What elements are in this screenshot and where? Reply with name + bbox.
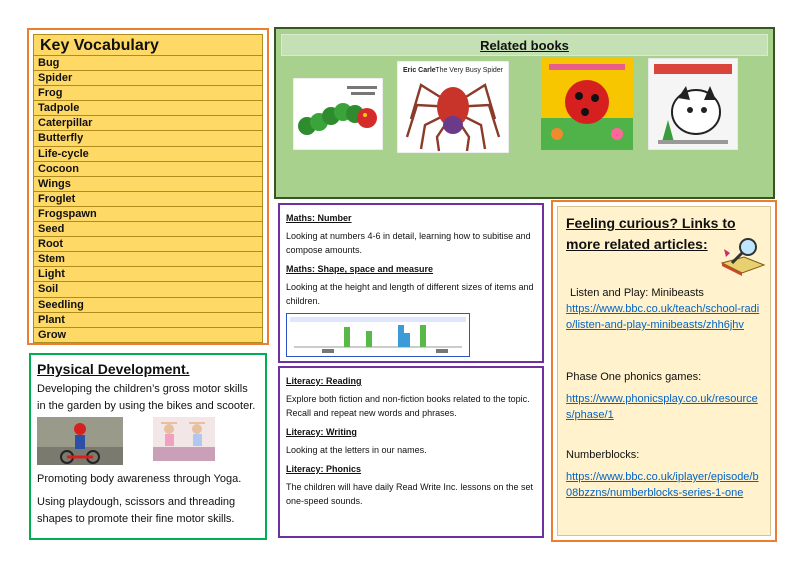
maths-panel <box>278 203 544 363</box>
spider-book-title: The Very Busy Spider <box>435 67 503 74</box>
photo-row <box>37 417 259 465</box>
physical-text-fine-motor: Using playdough, scissors and threading shapes to promote their fine motor skills. <box>37 496 236 525</box>
curious-links-content <box>557 206 771 536</box>
literacy-reading-text: Explore both fiction and non-fiction books related to the topic. Recall and repeat new words and phrases. <box>286 394 530 418</box>
vocabulary-item: Life-cycle <box>33 147 263 162</box>
key-vocabulary-title: Key Vocabulary <box>33 34 263 56</box>
phonics-link[interactable]: https://www.phonicsplay.co.uk/resources/phase/1 <box>566 393 758 421</box>
literacy-reading-heading: Literacy: Reading <box>286 376 362 386</box>
vocabulary-item: Froglet <box>33 192 263 207</box>
minibeasts-link[interactable]: https://www.bbc.co.uk/teach/school-radio/listen-and-play-minibeasts/zhh6jhv <box>566 303 760 331</box>
numberblocks-link[interactable]: https://www.bbc.co.uk/iplayer/episode/b08bzzns/numberblocks-series-1-one <box>566 471 759 499</box>
related-books-panel <box>274 27 775 199</box>
vocabulary-item: Frogspawn <box>33 207 263 222</box>
children-yoga-photo <box>153 417 215 461</box>
caterpillar-book-cover <box>293 78 383 150</box>
maths-number-text: Looking at numbers 4-6 in detail, learning how to subitise and compose amounts. <box>286 231 531 255</box>
vocabulary-item: Spider <box>33 71 263 86</box>
curious-links-panel <box>551 200 777 542</box>
literacy-writing-text: Looking at the letters in our names. <box>286 445 427 455</box>
physical-text-gross-motor: Developing the children’s gross motor skills in the garden by using the bikes and scooter. <box>37 383 256 412</box>
vocabulary-item: Grow <box>33 328 263 343</box>
child-on-bike-photo <box>37 417 123 465</box>
literacy-panel <box>278 366 544 538</box>
vocabulary-item: Soil <box>33 282 263 297</box>
ladybird-book-cover <box>541 58 633 150</box>
maths-shape-heading: Maths: Shape, space and measure <box>286 264 434 274</box>
measure-height-activity-image <box>286 313 470 357</box>
vocabulary-item: Caterpillar <box>33 116 263 131</box>
vocabulary-item: Bug <box>33 56 263 71</box>
vocabulary-list <box>33 56 263 343</box>
literacy-phonics-text: The children will have daily Read Write Inc. lessons on the set one-speed sounds. <box>286 482 533 506</box>
vocabulary-item: Plant <box>33 313 263 328</box>
physical-development-title: Physical Development. <box>37 361 190 377</box>
vocabulary-item: Cocoon <box>33 162 263 177</box>
key-vocabulary-panel <box>27 28 269 345</box>
literacy-writing-heading: Literacy: Writing <box>286 427 357 437</box>
numberblocks-label: Numberblocks: <box>566 449 640 461</box>
vocabulary-item: Wings <box>33 177 263 192</box>
vocabulary-item: Light <box>33 267 263 282</box>
spider-book-author: Eric Carle <box>403 67 436 74</box>
physical-text-yoga: Promoting body awareness through Yoga. <box>37 473 242 485</box>
minibeasts-label: Listen and Play: Minibeasts <box>570 287 704 299</box>
vocabulary-item: Butterfly <box>33 131 263 146</box>
related-books-title: Related books <box>281 34 768 56</box>
vocabulary-item: Stem <box>33 252 263 267</box>
vocabulary-item: Tadpole <box>33 101 263 116</box>
vocabulary-item: Seed <box>33 222 263 237</box>
curious-title: Feeling curious? Links to more related articles: <box>566 215 736 252</box>
vocabulary-item: Seedling <box>33 298 263 313</box>
maths-number-heading: Maths: Number <box>286 213 352 223</box>
magnifying-glass-book-icon <box>718 235 768 277</box>
physical-development-panel <box>29 353 267 540</box>
vocabulary-item: Root <box>33 237 263 252</box>
phonics-label: Phase One phonics games: <box>566 371 702 383</box>
spider-book-cover <box>397 61 509 153</box>
maths-shape-text: Looking at the height and length of different sizes of items and children. <box>286 282 534 306</box>
beanstalk-book-cover <box>648 58 738 150</box>
literacy-phonics-heading: Literacy: Phonics <box>286 464 362 474</box>
vocabulary-item: Frog <box>33 86 263 101</box>
books-shelf <box>281 58 768 192</box>
